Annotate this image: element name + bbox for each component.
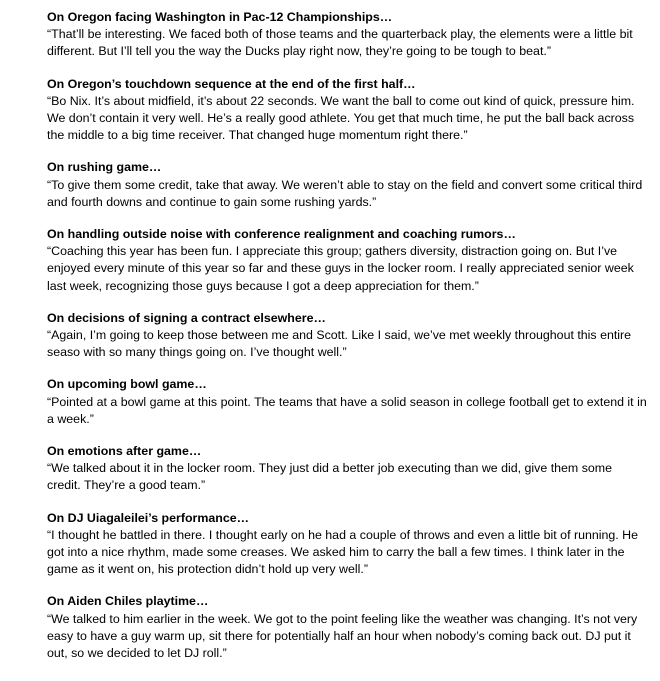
answer-quote: “Pointed at a bowl game at this point. The teams that have a solid season in college football get to extend it in a week.” (47, 394, 647, 426)
answer-quote: “Coaching this year has been fun. I appreciate this group; gathers diversity, distraction going on. But I’ve enjoyed every minute of this year so far and these guys in the locker room. I really appreciated senior week last week, recognizing those guys because I got a deep appreciation for them.” (47, 244, 634, 293)
question-heading: On rushing game… (47, 160, 162, 175)
answer-quote: “I thought he battled in there. I thought early on he had a couple of throws and even a little bit of running. He got into a nice rhythm, made some creases. We asked him to carry the ball a few times. I think later in the game as it went on, his protection didn’t hold up very well.” (47, 527, 639, 577)
question-heading: On upcoming bowl game… (47, 377, 207, 392)
qa-section (47, 510, 647, 579)
question-heading: On DJ Uiagaleilei’s performance… (47, 510, 249, 525)
question-heading: On Oregon’s touchdown sequence at the end of the first half… (47, 76, 416, 91)
answer-quote: “We talked to him earlier in the week. We got to the point feeling like the weather was changing. It’s not very easy to have a guy warm up, sit there for potentially half an hour when nobody’s coming back out. DJ put it out, so we decided to let DJ roll.” (47, 611, 638, 661)
question-heading: On Aiden Chiles playtime… (47, 594, 209, 609)
question-heading: On handling outside noise with conference realignment and coaching rumors… (47, 227, 516, 242)
document-body (47, 9, 647, 677)
qa-section (47, 593, 647, 662)
qa-section (47, 9, 647, 61)
qa-section (47, 159, 647, 211)
qa-section (47, 76, 647, 145)
question-heading: On decisions of signing a contract elsewhere… (47, 310, 326, 325)
question-heading: On Oregon facing Washington in Pac-12 Championships… (47, 10, 393, 24)
question-heading: On emotions after game… (47, 444, 202, 459)
answer-quote: “Bo Nix. It’s about midfield, it’s about 22 seconds. We want the ball to come out kind of quick, pressure him. We don’t contain it very well. He’s a really good athlete. You get that much time, he put the ball back across the middle to a big time receiver. That changed huge momentum right there.” (47, 93, 635, 143)
answer-quote: “That’ll be interesting. We faced both of those teams and the quarterback play, the elements were a little bit different. But I’ll tell you the way the Ducks play right now, they’re going to be tough to beat.” (47, 27, 633, 59)
qa-section (47, 226, 647, 295)
qa-section (47, 376, 647, 428)
answer-quote: “We talked about it in the locker room. They just did a better job executing than we did, give them some credit. They’re a good team.” (47, 461, 612, 493)
answer-quote: “To give them some credit, take that away. We weren’t able to stay on the field and convert some critical third and fourth downs and continue to gain some rushing yards.” (47, 177, 643, 209)
qa-section (47, 310, 647, 362)
qa-section (47, 443, 647, 495)
answer-quote: “Again, I’m going to keep those between me and Scott. Like I said, we’ve met weekly throughout this entire seaso with so many things going on. I’ve thought well.” (47, 328, 632, 360)
